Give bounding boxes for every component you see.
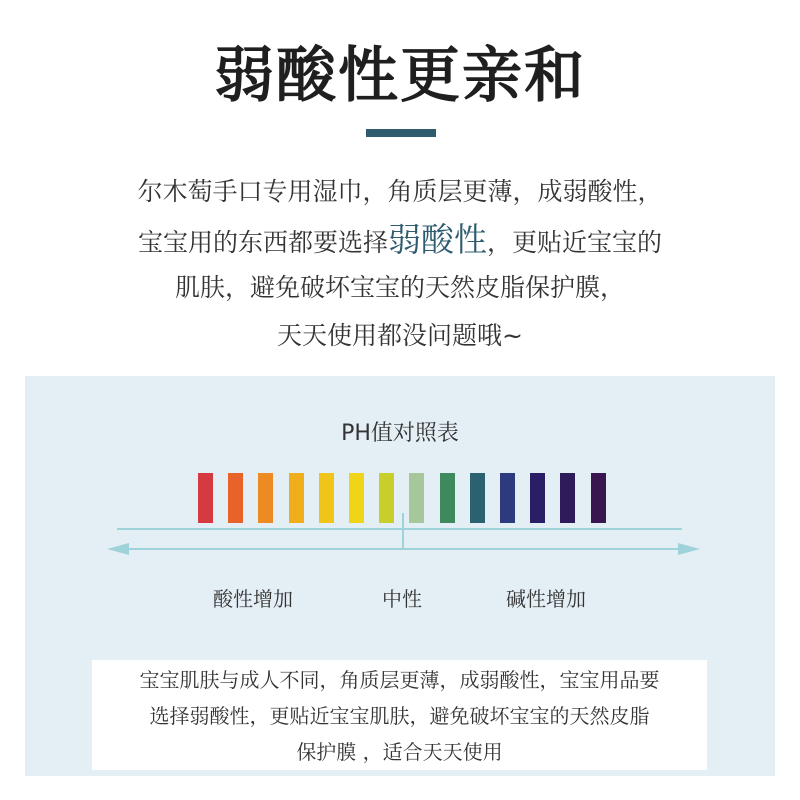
ph-swatch — [440, 473, 455, 523]
ph-swatch — [591, 473, 606, 523]
page-title: 弱酸性更亲和 — [214, 41, 586, 111]
note-line-1: 宝宝肌肤与成人不同，角质层更薄，成弱酸性，宝宝用品要 — [139, 668, 660, 692]
intro-line-2 — [0, 216, 800, 264]
alkaline-label: 碱性增加 — [506, 587, 586, 611]
arrow-left-icon — [107, 543, 129, 555]
ph-swatch — [228, 473, 243, 523]
ph-scale-line — [117, 528, 682, 530]
ph-swatch — [530, 473, 545, 523]
intro-line-2-after: ，更贴近宝宝的 — [487, 228, 663, 257]
ph-swatch — [379, 473, 394, 523]
note-line-2: 选择弱酸性，更贴近宝宝肌肤，避免破坏宝宝的天然皮脂 — [149, 704, 650, 728]
ph-swatch — [258, 473, 273, 523]
neutral-marker — [402, 513, 404, 549]
ph-swatch — [349, 473, 364, 523]
ph-swatch — [470, 473, 485, 523]
ph-arrow-line — [113, 548, 693, 550]
acidic-label: 酸性增加 — [213, 587, 293, 611]
note-line-3: 保护膜 ，适合天天使用 — [296, 740, 503, 764]
arrow-right-icon — [678, 543, 700, 555]
note-box — [92, 660, 707, 770]
intro-paragraph — [0, 168, 800, 360]
title-underline — [366, 129, 436, 137]
intro-line-4: 天天使用都没问题哦~ — [277, 321, 523, 350]
ph-swatch — [560, 473, 575, 523]
intro-line-1: 尔木萄手口专用湿巾，角质层更薄，成弱酸性， — [137, 177, 663, 206]
ph-swatch — [289, 473, 304, 523]
ph-swatch — [198, 473, 213, 523]
intro-line-2-before: 宝宝用的东西都要选择 — [137, 228, 388, 257]
ph-swatch — [319, 473, 334, 523]
ph-chart-title: PH值对照表 — [341, 421, 459, 446]
intro-line-3: 肌肤，避免破坏宝宝的天然皮脂保护膜， — [174, 273, 625, 302]
neutral-label: 中性 — [382, 587, 422, 611]
ph-swatch — [500, 473, 515, 523]
ph-swatch — [409, 473, 424, 523]
intro-highlight: 弱酸性 — [388, 220, 487, 259]
